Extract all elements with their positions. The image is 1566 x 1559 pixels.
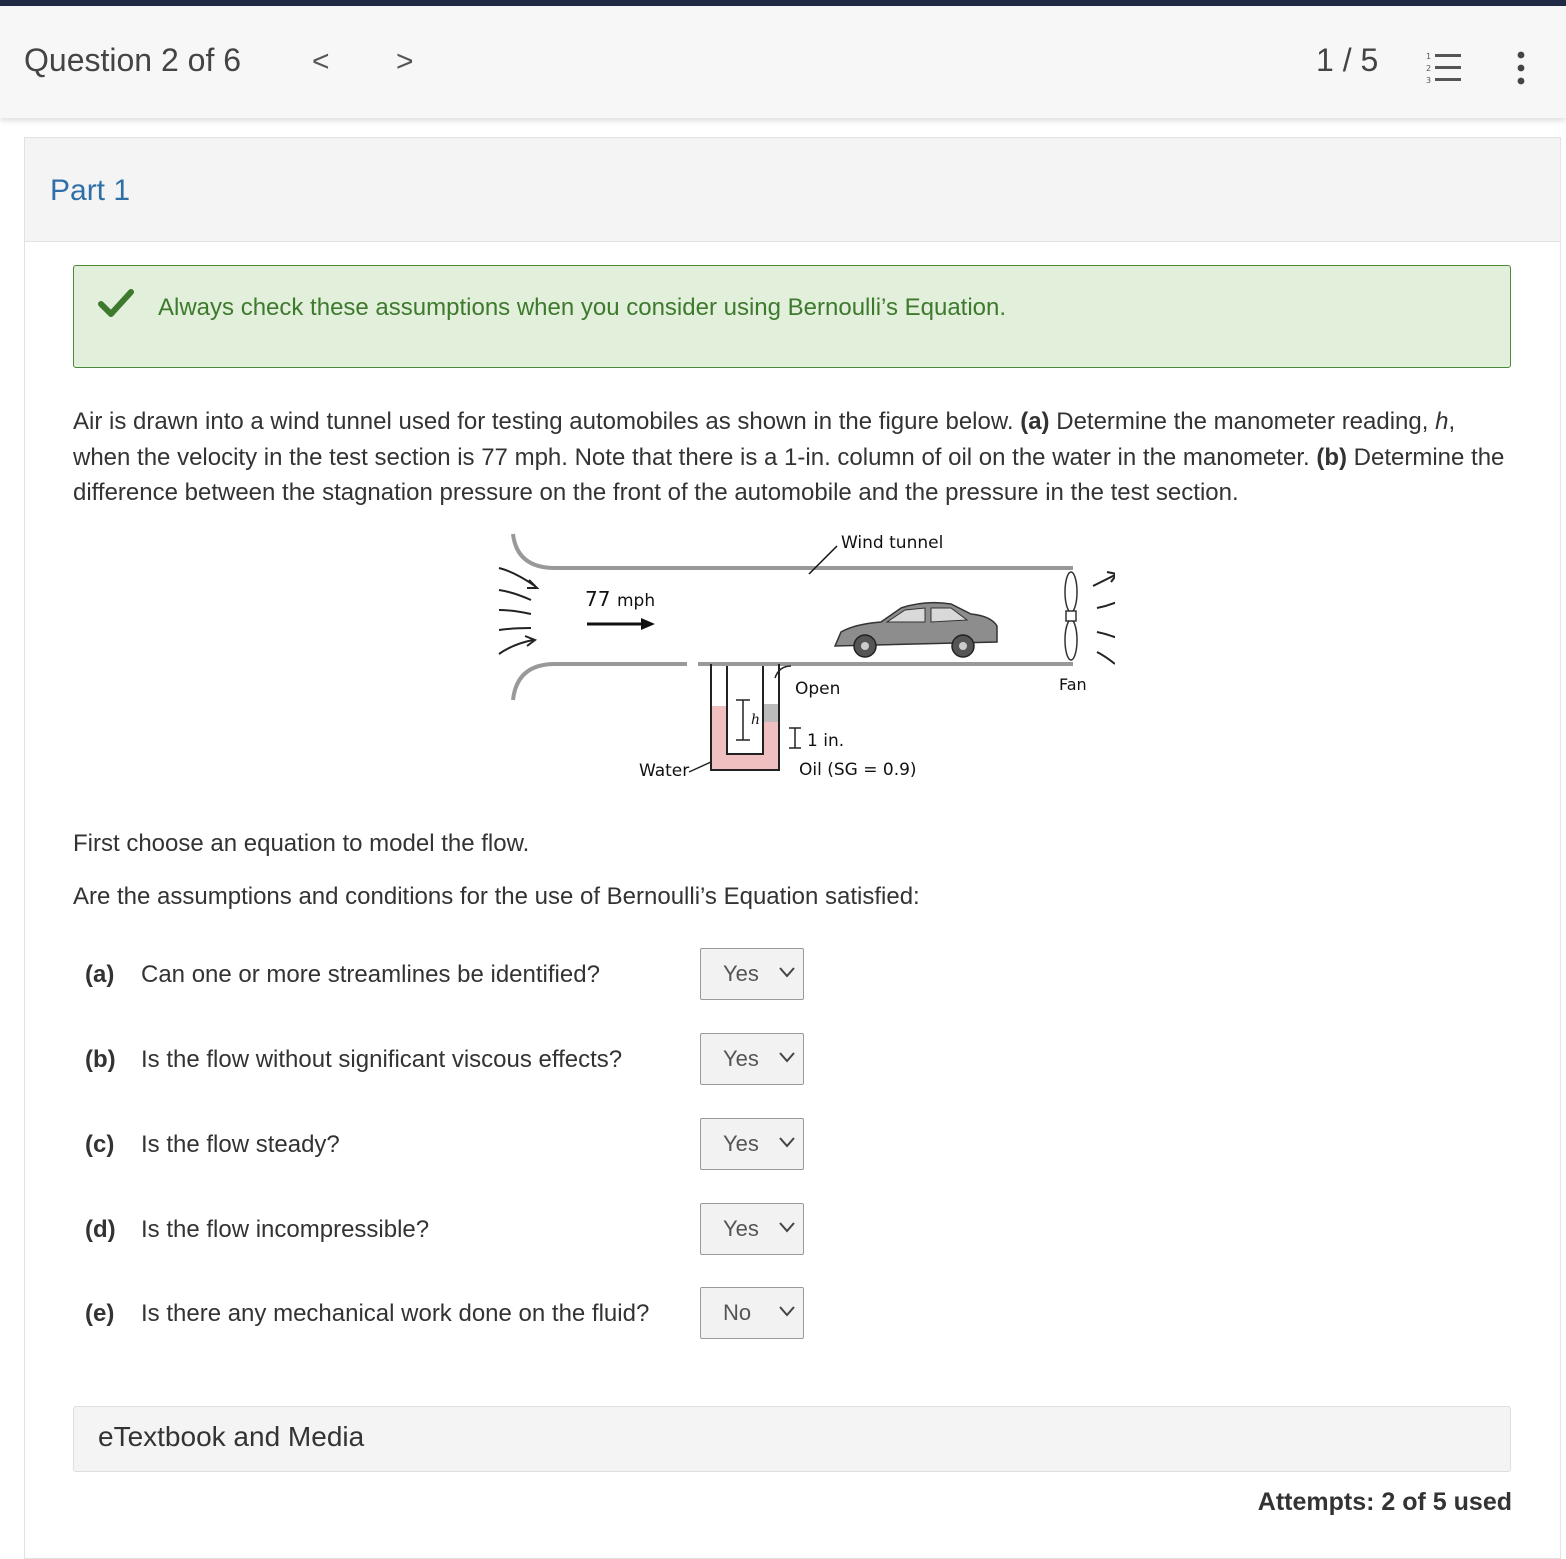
- chevron-down-icon: [779, 1136, 795, 1148]
- water-label: Water: [639, 761, 690, 781]
- question-row-a: [85, 948, 885, 1002]
- one-inch-dimension: [789, 728, 801, 748]
- part-a-label: (a): [1020, 408, 1050, 435]
- select-value: No: [723, 1300, 752, 1325]
- inlet-flow-arrows: [499, 568, 537, 654]
- h-label: h: [751, 712, 761, 728]
- water-leader: [689, 762, 711, 772]
- answer-select-e[interactable]: [700, 1287, 804, 1339]
- velocity-unit: mph: [617, 591, 656, 611]
- question-letter: (b): [85, 1046, 116, 1073]
- checkmark-icon: [98, 288, 134, 318]
- problem-sentence-3: , when the velocity in the test section is 77 mph. Note that there is a 1-in. column of oil on the water in the manometer.: [73, 408, 1456, 471]
- question-header: [0, 6, 1566, 118]
- answer-select-b[interactable]: [700, 1033, 804, 1085]
- question-text: Is the flow without significant viscous effects?: [141, 1046, 623, 1073]
- attempts-counter: Attempts: 2 of 5 used: [1257, 1488, 1512, 1516]
- numbered-list-icon[interactable]: [1426, 50, 1462, 84]
- question-text: Is the flow incompressible?: [141, 1216, 430, 1243]
- question-letter: (e): [85, 1300, 115, 1327]
- chevron-down-icon: [779, 1305, 795, 1317]
- oil-label: Oil (SG = 0.9): [799, 760, 917, 780]
- chevron-down-icon: [779, 966, 795, 978]
- select-value: Yes: [723, 1131, 759, 1156]
- success-text: Always check these assumptions when you consider using Bernoulli’s Equation.: [158, 294, 1007, 321]
- question-letter: (c): [85, 1131, 115, 1158]
- car-drawing: [835, 603, 997, 657]
- question-text: Is the flow steady?: [141, 1131, 340, 1158]
- part-header: [25, 138, 1560, 242]
- question-letter: (d): [85, 1216, 116, 1243]
- tunnel-bottom-wall-left: [513, 664, 687, 700]
- svg-text:2: 2: [1426, 64, 1432, 73]
- prompt-line-2: Are the assumptions and conditions for the use of Bernoulli’s Equation satisfied:: [73, 883, 920, 910]
- part-card: [24, 137, 1561, 1559]
- prev-question-button[interactable]: <: [312, 45, 330, 78]
- open-leader: [775, 666, 791, 678]
- problem-sentence-2: Determine the manometer reading,: [1056, 408, 1429, 435]
- problem-statement: [73, 404, 1513, 511]
- select-value: Yes: [723, 1046, 759, 1071]
- prompt-line-1: First choose an equation to model the flow.: [73, 830, 530, 857]
- answer-select-d[interactable]: [700, 1203, 804, 1255]
- part-b-label: (b): [1316, 443, 1347, 471]
- answer-select-a[interactable]: [700, 948, 804, 1000]
- answer-select-c[interactable]: [700, 1118, 804, 1170]
- select-value: Yes: [723, 1216, 759, 1241]
- question-text: Can one or more streamlines be identified?: [141, 961, 600, 988]
- exit-flow-arrows: [1093, 572, 1115, 664]
- chevron-down-icon: [779, 1051, 795, 1063]
- wind-tunnel-figure: [495, 528, 1115, 798]
- question-row-b: [85, 1033, 885, 1087]
- svg-text:1: 1: [1426, 52, 1432, 61]
- part-title: Part 1: [50, 174, 131, 207]
- fan-drawing: [1065, 572, 1077, 660]
- tunnel-top-wall: [513, 534, 1073, 568]
- wind-tunnel-label: Wind tunnel: [841, 533, 944, 553]
- open-label: Open: [795, 679, 841, 699]
- variable-h: h: [1435, 408, 1449, 435]
- fan-label: Fan: [1059, 675, 1087, 694]
- svg-text:3: 3: [1426, 76, 1432, 84]
- problem-sentence-1: Air is drawn into a wind tunnel used for testing automobiles as shown in the figure below.: [73, 408, 1014, 435]
- question-text: Is there any mechanical work done on the fluid?: [141, 1300, 650, 1327]
- velocity-value: 77: [585, 587, 611, 611]
- part-counter: 1 / 5: [1316, 42, 1379, 78]
- manometer: [711, 664, 779, 770]
- question-row-d: [85, 1203, 885, 1257]
- more-vertical-icon[interactable]: [1508, 50, 1534, 86]
- question-title: Question 2 of 6: [24, 42, 242, 78]
- question-row-e: [85, 1287, 885, 1341]
- etextbook-media-panel[interactable]: [73, 1406, 1511, 1472]
- one-inch-label: 1 in.: [807, 731, 845, 751]
- chevron-down-icon: [779, 1221, 795, 1233]
- success-message: [73, 265, 1511, 368]
- question-letter: (a): [85, 961, 115, 988]
- question-row-c: [85, 1118, 885, 1172]
- next-question-button[interactable]: >: [396, 45, 414, 78]
- etextbook-label: eTextbook and Media: [98, 1421, 365, 1452]
- problem-sentence-4: Determine the difference between the stagnation pressure on the front of the automobile and the pressure in the test section.: [73, 443, 1505, 506]
- select-value: Yes: [723, 961, 759, 986]
